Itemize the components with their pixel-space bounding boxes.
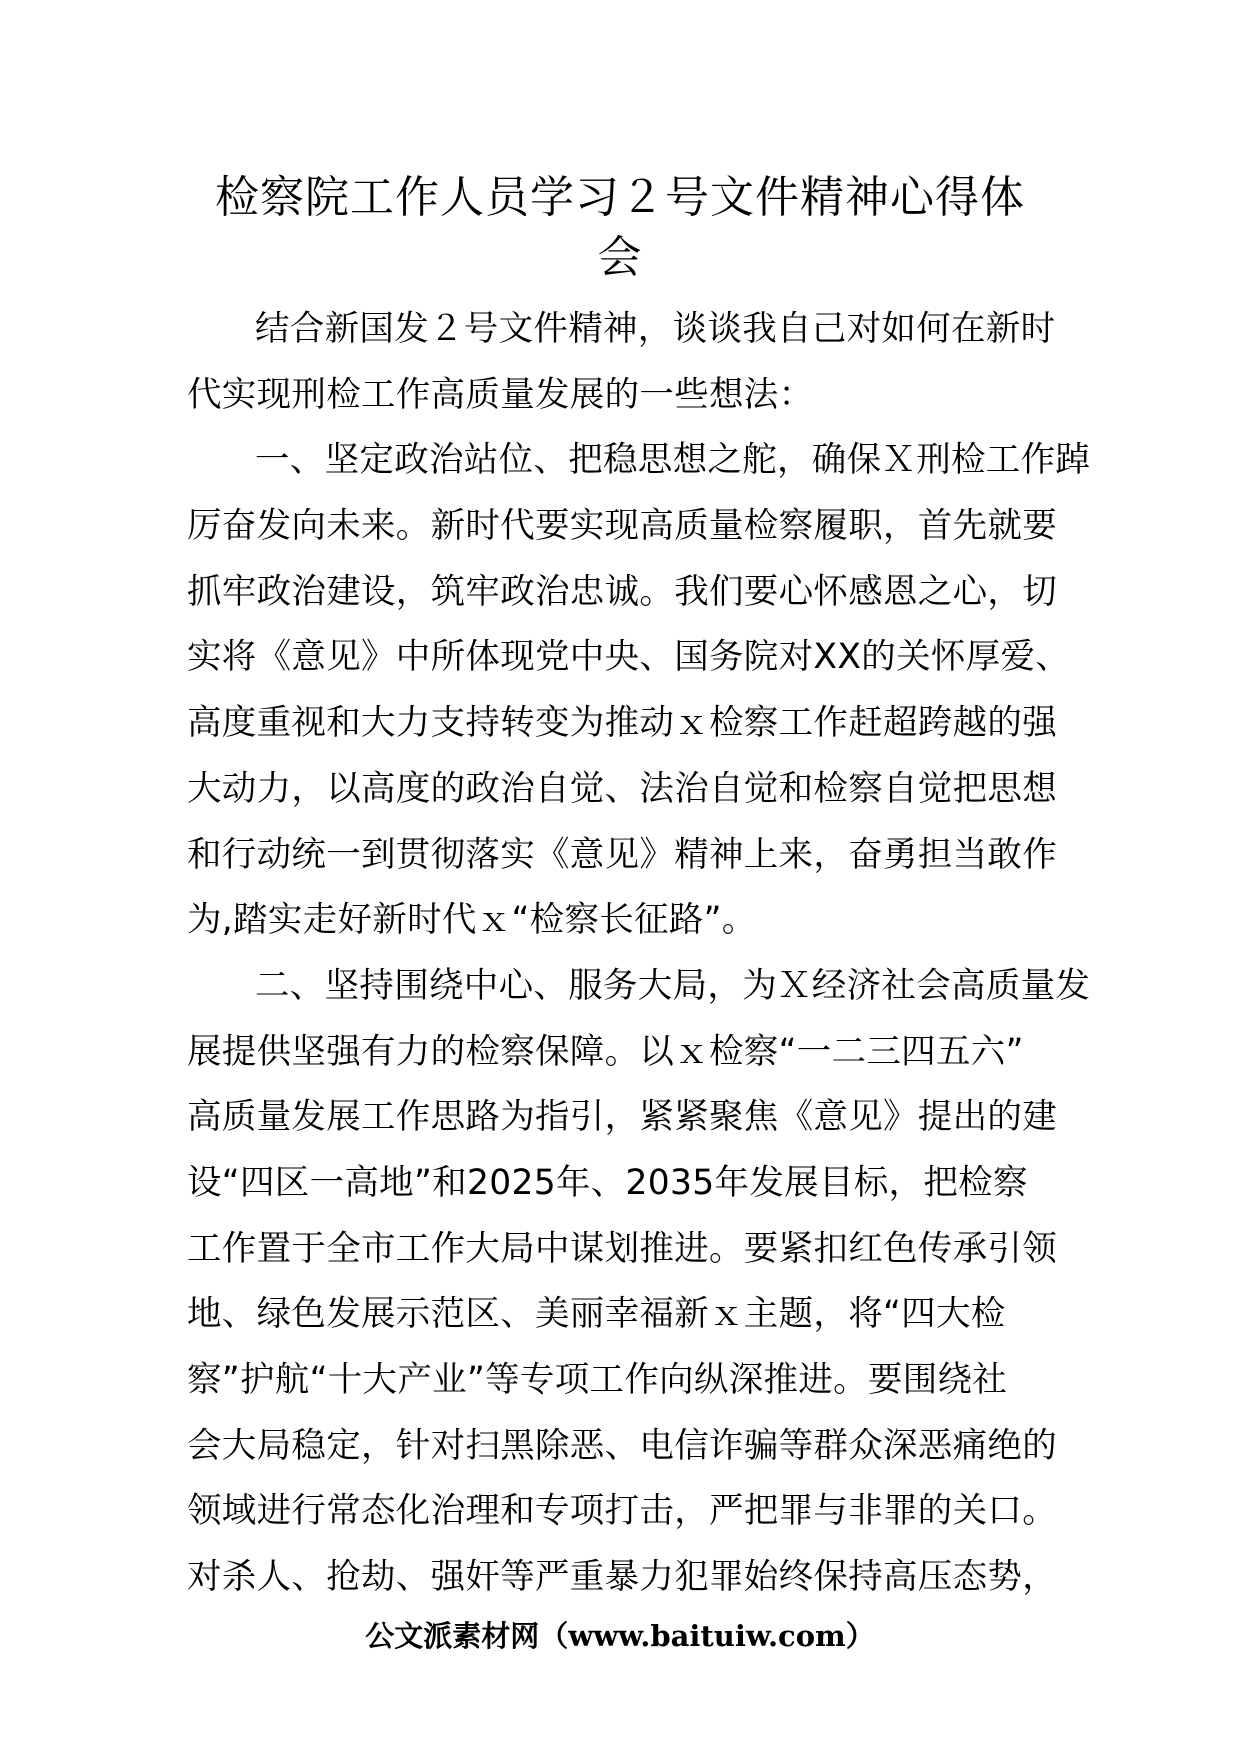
document-title [190,168,1050,288]
paragraph-line: 高度重视和大力支持转变为推动ｘ检察工作赶超跨越的强 [187,703,1057,744]
paragraph-line: 一、坚定政治站位、把稳思想之舵，确保Ｘ刑检工作踔 [255,440,1091,481]
paragraph-line: 抓牢政治建设，筑牢政治忠诚。我们要心怀感恩之心，切 [187,571,1057,612]
paragraph-line: 结合新国发２号文件精神，谈谈我自己对如何在新时 [255,309,1056,349]
paragraph-line: 为,踏实走好新时代ｘ“检察长征路”。 [187,900,757,941]
paragraph-line: 会大局稳定，针对扫黑除恶、电信诈骗等群众深恶痛绝的 [187,1425,1057,1466]
title-line: 检察院工作人员学习２号文件精神心得体 [215,172,1025,223]
paragraph-line: 大动力，以高度的政治自觉、法治自觉和检察自觉把思想 [187,768,1057,809]
paragraph-line: 厉奋发向未来。新时代要实现高质量检察履职，首先就要 [187,506,1057,547]
document-body [187,297,1091,1611]
paragraph-line: 二、坚持围绕中心、服务大局，为Ｘ经济社会高质量发 [255,965,1091,1006]
paragraph-line: 高质量发展工作思路为指引，紧紧聚焦《意见》提出的建 [187,1097,1057,1138]
title-line: 会 [597,232,643,283]
paragraph-line: 领域进行常态化治理和专项打击，严把罪与非罪的关口。 [187,1491,1057,1532]
paragraph-line: 对杀人、抢劫、强奸等严重暴力犯罪始终保持高压态势， [187,1557,1057,1598]
footer-watermark: 公文派素材网（www.baituiw.com） [365,1619,875,1653]
paragraph-line: 实将《意见》中所体现党中央、国务院对XX的关怀厚爱、 [187,637,1071,678]
paragraph-line: 地、绿色发展示范区、美丽幸福新ｘ主题，将“四大检 [187,1294,1006,1335]
paragraph-line: 展提供坚强有力的检察保障。以ｘ检察“一二三四五六” [187,1031,1024,1072]
paragraph-line: 工作置于全市工作大局中谋划推进。要紧扣红色传承引领 [187,1228,1057,1269]
paragraph-line: 察”护航“十大产业”等专项工作向纵深推进。要围绕社 [187,1360,1008,1400]
paragraph-line: 设“四区一高地”和2025年、2035年发展目标，把检察 [187,1162,1028,1203]
paragraph-line: 代实现刑检工作高质量发展的一些想法： [187,374,814,415]
paragraph-line: 和行动统一到贯彻落实《意见》精神上来，奋勇担当敢作 [187,834,1057,875]
